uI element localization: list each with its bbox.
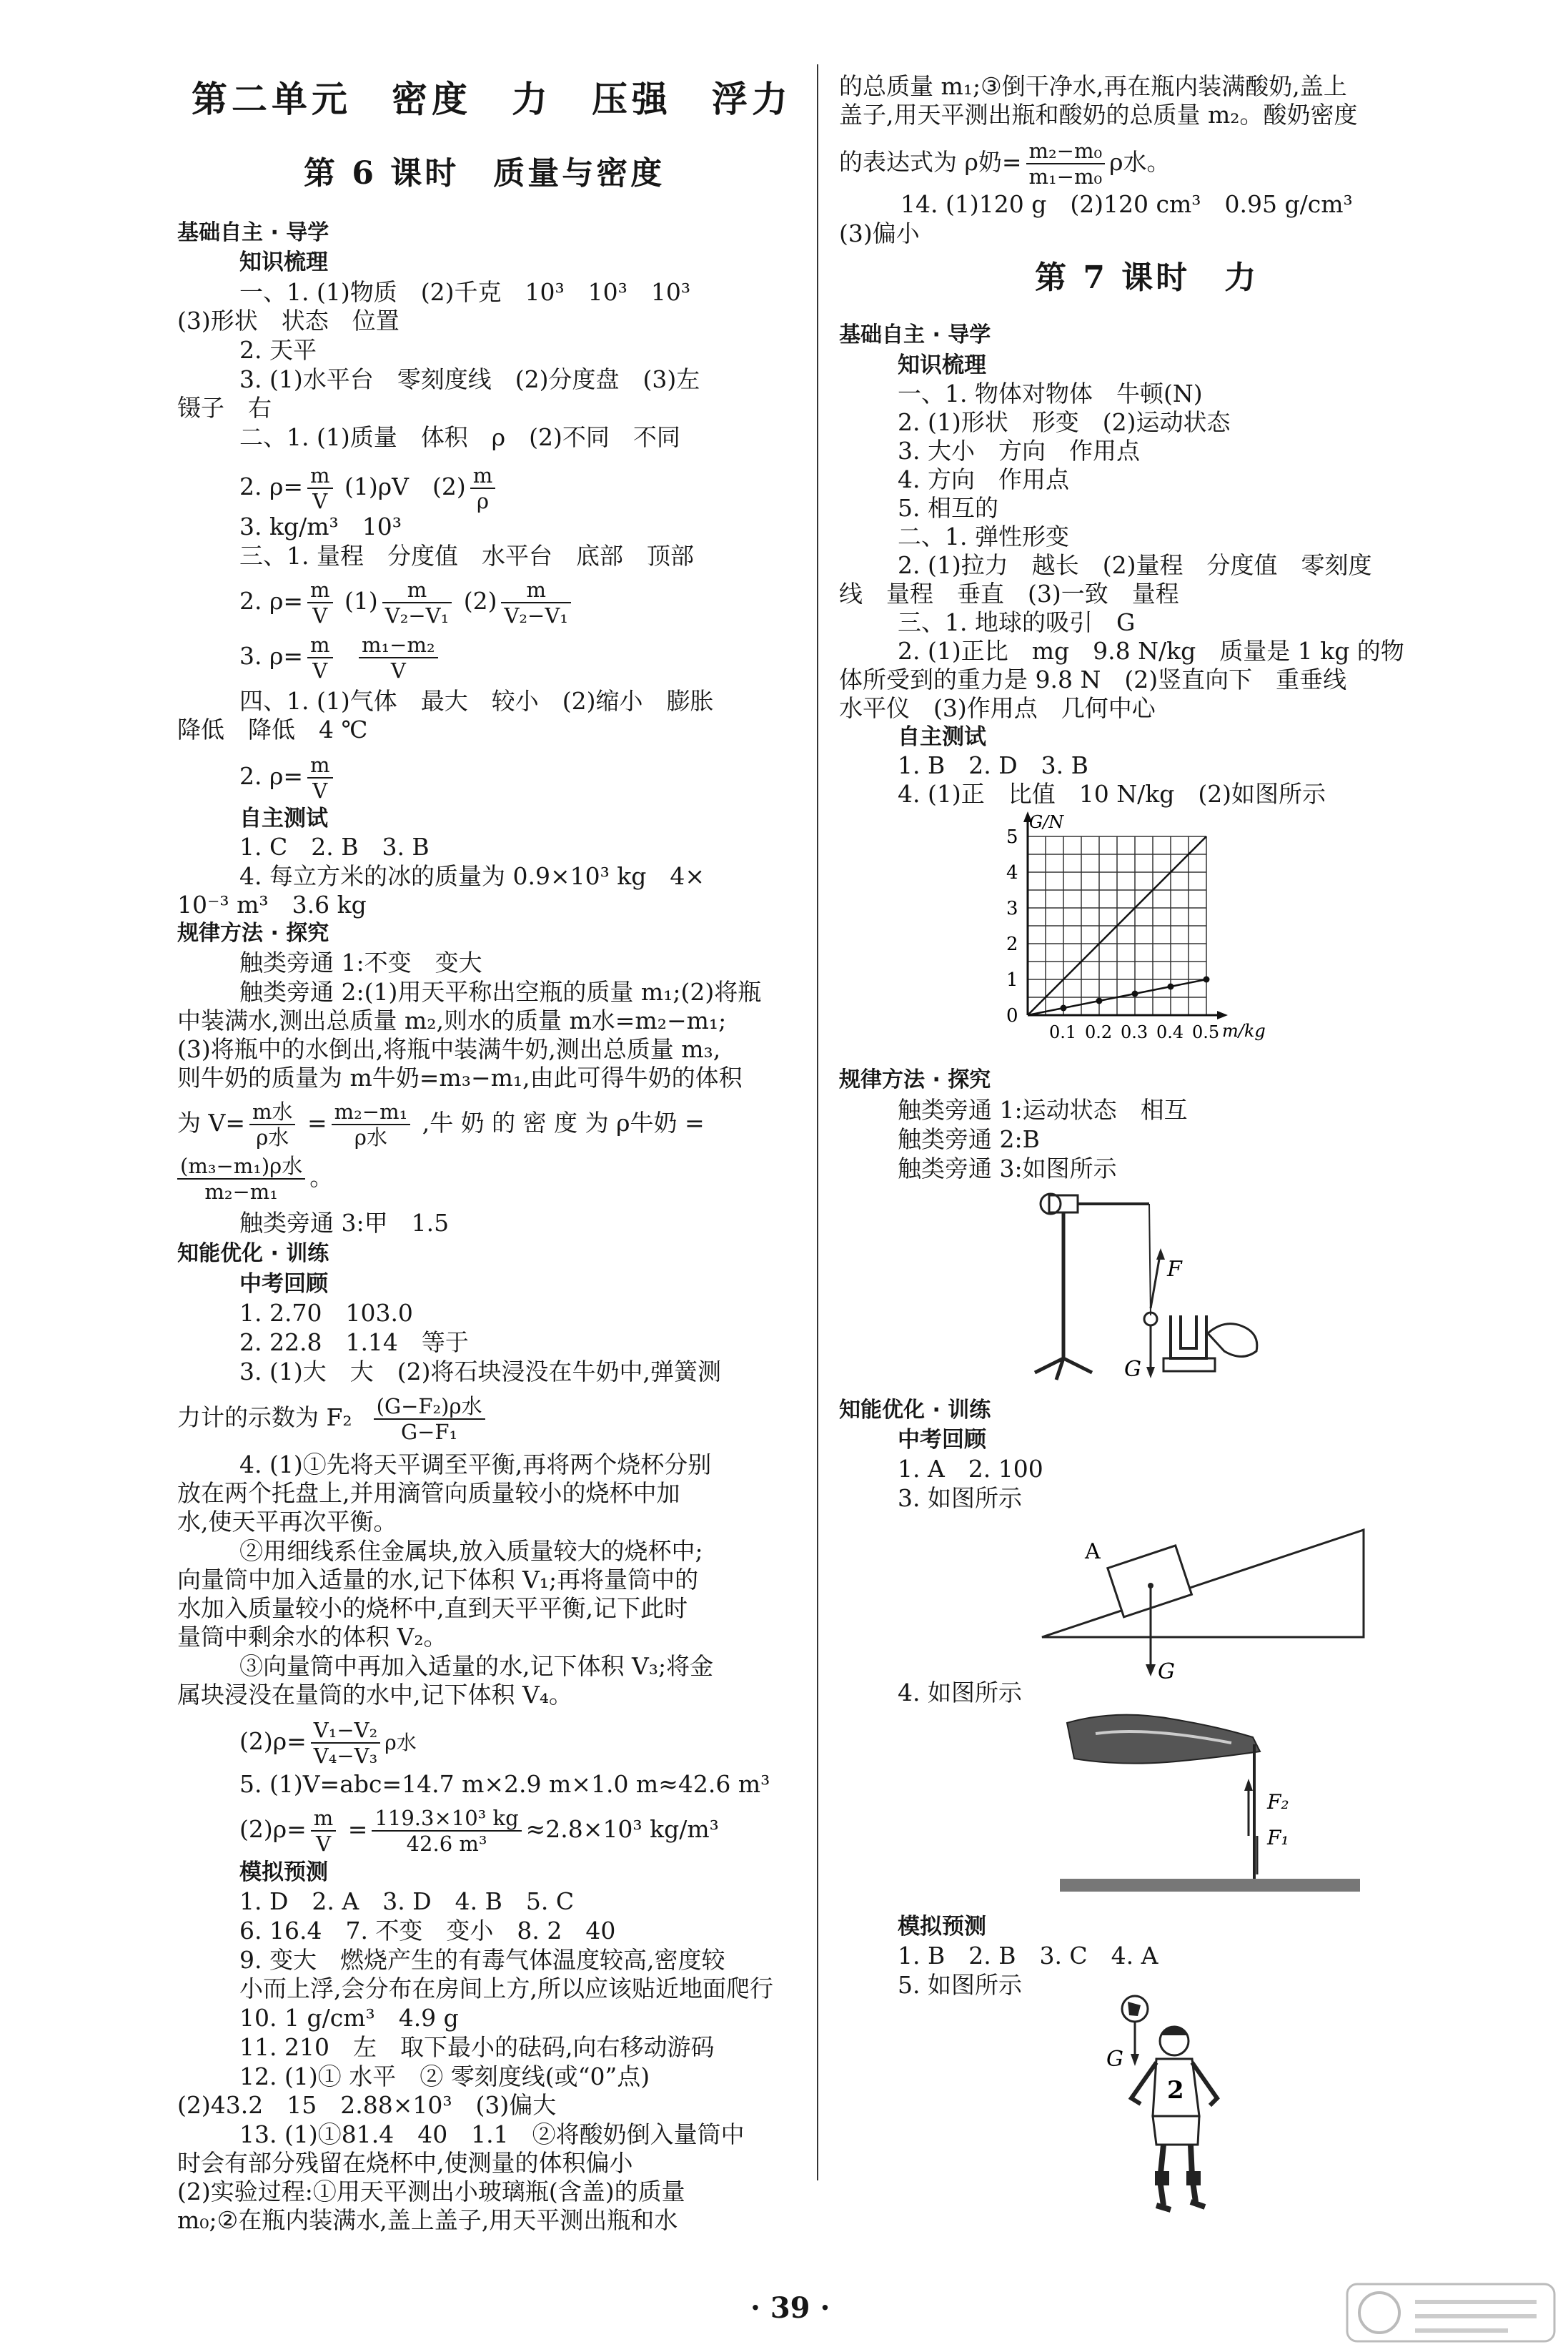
answer-line: 1. C 2. B 3. B — [239, 833, 430, 861]
answer-line: 水,使天平再次平衡。 — [177, 1508, 397, 1536]
x-tick-label: 0.4 — [1156, 1022, 1184, 1042]
y-tick-label: 3 — [1006, 898, 1018, 919]
stand-base — [1035, 1358, 1092, 1380]
label-a: A — [1085, 1539, 1101, 1564]
x-axis-arrow — [1217, 1011, 1228, 1019]
formula-line — [839, 133, 1171, 192]
answer-line: (3)偏小 — [839, 219, 920, 247]
fraction: $\frac{m}{\text{V₂−V₁}}$ — [382, 578, 452, 628]
gravity-mass-graph — [978, 801, 1378, 1058]
answer-line: 触类旁通 1:不变 变大 — [239, 949, 482, 977]
answer-line: 小而上浮,会分布在房间上方,所以应该贴近地面爬行 — [239, 1975, 773, 2002]
fraction: $\frac{\text{m水}}{\text{ρ水}}$ — [249, 1100, 296, 1150]
answer-line: (2)实验过程:①用天平测出小玻璃瓶(含盖)的质量 — [177, 2178, 685, 2205]
answer-line: 1. D 2. A 3. D 4. B 5. C — [239, 1887, 575, 1915]
answer-line: 三、1. 地球的吸引 G — [898, 608, 1136, 636]
subsection-heading: 中考回顾 — [239, 1271, 328, 1297]
answer-line: 5. 相互的 — [898, 494, 998, 522]
x-tick-label: 0.2 — [1085, 1022, 1113, 1042]
data-point — [1204, 977, 1210, 983]
shorts — [1153, 2116, 1199, 2145]
fraction: $\frac{\text{m₂−m₁}}{\text{ρ水}}$ — [332, 1100, 411, 1150]
arrowhead — [1131, 2054, 1139, 2066]
formula-text: 3. ρ= — [239, 642, 304, 670]
answer-line: 2. 22.8 1.14 等于 — [239, 1328, 469, 1356]
answer-line: 11. 210 左 取下最小的砝码,向右移动游码 — [239, 2033, 715, 2061]
answer-line: 四、1. (1)气体 最大 较小 (2)缩小 膨胀 — [239, 687, 714, 715]
formula-text: 。 — [309, 1163, 334, 1191]
thread — [1149, 1204, 1151, 1315]
answer-line: 镊子 右 — [177, 394, 272, 422]
answer-line: 3. (1)水平台 零刻度线 (2)分度盘 (3)左 — [239, 365, 700, 393]
y-axis-label: G/N — [1029, 812, 1064, 832]
answer-line: 一、1. 物体对物体 牛顿(N) — [898, 380, 1203, 407]
fraction: $\frac{m}{V}$ — [311, 1806, 337, 1856]
section-heading: 知能优化 · 训练 — [839, 1398, 991, 1423]
answer-line: 中装满水,测出总质量 m₂,则水的质量 m水=m₂−m₁; — [177, 1007, 727, 1034]
answer-line: 4. 每立方米的冰的质量为 0.9×10³ kg 4× — [239, 862, 705, 890]
formula-text: = — [347, 1815, 368, 1843]
answer-line: 一、1. (1)物质 (2)千克 10³ 10³ 10³ — [239, 278, 691, 306]
u-magnet — [1171, 1315, 1206, 1358]
answer-line: 1. B 2. B 3. C 4. A — [898, 1942, 1158, 1970]
answer-line: 4. (1)正 比值 10 N/kg (2)如图所示 — [898, 780, 1326, 808]
fraction: $\frac{\text{V₁−V₂}}{\text{V₄−V₃}}$ — [311, 1718, 380, 1768]
answer-line: 线 量程 垂直 (3)一致 量程 — [839, 580, 1179, 608]
fraction: $\frac{m}{V}$ — [307, 578, 333, 628]
hand-string-figure — [1053, 1709, 1367, 1894]
formula-text: 2. ρ= — [239, 762, 304, 790]
formula-line — [239, 1800, 719, 1859]
answer-line: 1. A 2. 100 — [898, 1455, 1043, 1483]
fraction: $\frac{m}{V}$ — [307, 463, 333, 513]
answer-line: 量筒中剩余水的体积 V₂。 — [177, 1623, 447, 1651]
answer-line: 5. 如图所示 — [898, 1971, 1022, 1999]
data-point — [1061, 1005, 1067, 1012]
answer-line: m₀;②在瓶内装满水,盖上盖子,用天平测出瓶和水 — [177, 2206, 678, 2234]
y-tick-label: 4 — [1006, 862, 1018, 884]
answer-line: 10. 1 g/cm³ 4.9 g — [239, 2004, 459, 2032]
formula-line — [177, 1148, 333, 1207]
answer-line: ②用细线系住金属块,放入质量较大的烧杯中; — [239, 1537, 703, 1565]
x-axis-label: m/kg — [1222, 1021, 1266, 1041]
subsection-heading: 知识梳理 — [239, 249, 328, 275]
answer-line: 2. 天平 — [239, 336, 317, 364]
answer-line: 触类旁通 2:B — [898, 1125, 1040, 1153]
answer-line: 降低 降低 4 ℃ — [177, 716, 368, 743]
answer-line: 5. (1)V=abc=14.7 m×2.9 m×1.0 m≈42.6 m³ — [239, 1770, 770, 1798]
magnet-base — [1163, 1358, 1215, 1371]
subsection-heading: 中考回顾 — [898, 1427, 986, 1453]
label-g: G — [1106, 2047, 1123, 2072]
formula-text: (2)ρ= — [239, 1727, 307, 1755]
fraction: $\frac{\text{m₁−m₂}}{V}$ — [359, 633, 438, 683]
formula-line — [239, 458, 500, 516]
lesson-6-title: 第 6 课时 质量与密度 — [304, 155, 665, 192]
arrowhead — [1156, 1248, 1165, 1260]
arrowhead — [1244, 1779, 1253, 1791]
answer-line: (3)将瓶中的水倒出,将瓶中装满牛奶,测出总质量 m₃, — [177, 1035, 721, 1063]
formula-text: ≈2.8×10³ kg/m³ — [525, 1815, 719, 1843]
x-tick-label: 0.3 — [1121, 1022, 1148, 1042]
answer-line: 13. (1)①81.4 40 1.1 ②将酸奶倒入量筒中 — [239, 2120, 745, 2148]
section-heading: 基础自主 · 导学 — [839, 322, 991, 347]
answer-line: 9. 变大 燃烧产生的有毒气体温度较高,密度较 — [239, 1946, 725, 1974]
answer-line: 水平仪 (3)作用点 几何中心 — [839, 694, 1156, 722]
fraction: $\frac{\text{(G−F₂)ρ水}}{\text{G−F₁}}$ — [374, 1394, 485, 1444]
answer-line: 水加入质量较小的烧杯中,直到天平平衡,记下此时 — [177, 1594, 688, 1622]
answer-line: (2)43.2 15 2.88×10³ (3)偏大 — [177, 2091, 557, 2119]
right-sock — [1186, 2171, 1201, 2185]
answer-line: 2. (1)拉力 越长 (2)量程 分度值 零刻度 — [898, 551, 1372, 579]
arrowhead — [1146, 1664, 1156, 1676]
left-sock — [1155, 2171, 1169, 2185]
label-g: G — [1124, 1357, 1141, 1382]
subsection-heading: 自主测试 — [239, 806, 328, 831]
answer-line: 二、1. (1)质量 体积 ρ (2)不同 不同 — [239, 423, 680, 451]
answer-line: 4. 方向 作用点 — [898, 465, 1069, 493]
y-tick-label: 2 — [1006, 934, 1018, 955]
column-divider — [817, 64, 818, 2180]
formula-text: 的表达式为 ρ奶= — [839, 148, 1022, 176]
formula-line — [239, 627, 442, 686]
stand-clamp — [1049, 1195, 1078, 1212]
answer-line: 属块浸没在量筒的水中,记下体积 V₄。 — [177, 1681, 573, 1709]
unit-title: 第二单元 密度 力 压强 浮力 — [192, 78, 792, 120]
answer-line: 3. 大小 方向 作用点 — [898, 437, 1140, 465]
hand — [1208, 1324, 1257, 1357]
formula-line — [239, 572, 575, 631]
football-player-figure — [1063, 1984, 1278, 2220]
answer-line: 3. kg/m³ 10³ — [239, 513, 402, 540]
formula-text: (1) — [344, 587, 378, 615]
fraction: $\frac{\text{(m₃−m₁)ρ水}}{\text{m₂−m₁}}$ — [177, 1154, 305, 1204]
answer-line: 4. (1)①先将天平调至平衡,再将两个烧杯分别 — [239, 1451, 712, 1478]
watermark-logo — [1344, 2277, 1558, 2348]
formula-text: ,牛 奶 的 密 度 为 ρ牛奶 = — [422, 1109, 705, 1137]
subsection-heading: 知识梳理 — [898, 352, 986, 378]
formula-text: (1)ρV (2) — [344, 473, 466, 500]
y-tick-label: 0 — [1006, 1005, 1018, 1027]
answer-line: 4. 如图所示 — [898, 1679, 1022, 1706]
answer-line: 二、1. 弹性形变 — [898, 523, 1069, 550]
stand-knob — [1041, 1194, 1061, 1214]
answer-line: 2. (1)正比 mg 9.8 N/kg 质量是 1 kg 的物 — [898, 637, 1404, 665]
answer-line: 体所受到的重力是 9.8 N (2)竖直向下 重垂线 — [839, 666, 1347, 693]
y-tick-label: 1 — [1006, 969, 1018, 991]
subsection-heading: 模拟预测 — [898, 1914, 986, 1940]
graph-ticks — [1006, 826, 1219, 1042]
fraction: $\frac{m}{V}$ — [307, 633, 333, 683]
answer-line: 三、1. 量程 分度值 水平台 底部 顶部 — [239, 542, 694, 570]
answer-line: 的总质量 m₁;③倒干净水,再在瓶内装满酸奶,盖上 — [839, 72, 1347, 100]
answer-line: 10⁻³ m³ 3.6 kg — [177, 891, 367, 919]
answer-line: 时会有部分残留在烧杯中,使测量的体积偏小 — [177, 2149, 633, 2177]
svg-text:2: 2 — [1167, 2076, 1184, 2105]
formula-text: 为 V= — [177, 1109, 245, 1137]
answer-line: 1. 2.70 103.0 — [239, 1299, 413, 1327]
incline-figure — [1035, 1501, 1378, 1687]
formula-text: 力计的示数为 F₂ — [177, 1403, 352, 1431]
ground — [1060, 1879, 1360, 1892]
answer-line: 12. (1)① 水平 ② 零刻度线(或“0”点) — [239, 2062, 650, 2090]
answer-line: 向量筒中加入适量的水,记下体积 V₁;再将量筒中的 — [177, 1566, 699, 1593]
formula-line — [239, 747, 337, 806]
magnet-stand-figure — [1028, 1180, 1271, 1394]
arrowhead — [1146, 1367, 1155, 1378]
answer-line: 2. (1)形状 形变 (2)运动状态 — [898, 408, 1231, 436]
subsection-heading: 自主测试 — [898, 724, 986, 750]
formula-line — [177, 1388, 490, 1447]
answer-line: 触类旁通 2:(1)用天平称出空瓶的质量 m₁;(2)将瓶 — [239, 978, 762, 1006]
data-point — [1168, 984, 1174, 990]
formula-text: = — [307, 1109, 327, 1137]
formula-text: (2) — [463, 587, 497, 615]
answer-line: 触类旁通 1:运动状态 相互 — [898, 1096, 1188, 1124]
label-f1: F₁ — [1267, 1826, 1289, 1849]
label-g: G — [1158, 1659, 1175, 1684]
answer-line: (3)形状 状态 位置 — [177, 307, 400, 335]
section-heading: 基础自主 · 导学 — [177, 220, 329, 245]
answer-line: 则牛奶的质量为 m牛奶=m₃−m₁,由此可得牛奶的体积 — [177, 1064, 743, 1092]
subsection-heading: 模拟预测 — [239, 1859, 328, 1885]
hand — [1067, 1715, 1260, 1764]
hair — [1160, 2027, 1189, 2035]
formula-text: (2)ρ= — [239, 1815, 307, 1843]
y-tick-label: 5 — [1006, 826, 1018, 848]
fraction: $\frac{m}{\text{V₂−V₁}}$ — [501, 578, 570, 628]
answer-line: 触类旁通 3:如图所示 — [898, 1155, 1117, 1182]
fraction: $\frac{m}{V}$ — [307, 753, 333, 803]
answer-line: 触类旁通 3:甲 1.5 — [239, 1209, 450, 1237]
answer-line: ③向量筒中再加入适量的水,记下体积 V₃;将金 — [239, 1652, 714, 1680]
answer-line: 放在两个托盘上,并用滴管向质量较小的烧杯中加 — [177, 1479, 680, 1507]
fraction: $\frac{m}{\rho}$ — [470, 463, 496, 513]
label-f2: F₂ — [1267, 1790, 1289, 1814]
lesson-7-title: 第 7 课时 力 — [1035, 260, 1259, 296]
label-f: F — [1167, 1257, 1182, 1282]
section-heading: 知能优化 · 训练 — [177, 1241, 329, 1266]
data-point — [1096, 998, 1103, 1004]
formula-text: 2. ρ= — [239, 587, 304, 615]
formula-line — [177, 1094, 705, 1152]
section-heading: 规律方法 · 探究 — [177, 921, 329, 946]
answer-line: 6. 16.4 7. 不变 变小 8. 2 40 — [239, 1917, 616, 1945]
x-tick-label: 0.1 — [1049, 1022, 1077, 1042]
answer-line: 3. 如图所示 — [898, 1484, 1022, 1512]
answer-line: 1. B 2. D 3. B — [898, 751, 1088, 779]
formula-text: 2. ρ= — [239, 473, 304, 500]
answer-line: 盖子,用天平测出瓶和酸奶的总质量 m₂。酸奶密度 — [839, 101, 1358, 129]
data-point — [1132, 991, 1138, 997]
answer-line: 3. (1)大 大 (2)将石块浸没在牛奶中,弹簧测 — [239, 1358, 721, 1385]
fraction: $\frac{\text{m₂−m₀}}{\text{m₁−m₀}}$ — [1026, 139, 1106, 189]
left-arm — [1131, 2062, 1156, 2104]
x-tick-label: 0.5 — [1192, 1022, 1220, 1042]
formula-line: (2)ρ= $\frac{\text{V₁−V₂}}{\text{V₄−V₃}}$ ρ水 — [239, 1718, 417, 1768]
formula-text: ρ水。 — [1109, 148, 1171, 176]
section-heading: 规律方法 · 探究 — [839, 1067, 991, 1092]
page-number: · 39 · — [750, 2291, 830, 2325]
answer-line: 14. (1)120 g (2)120 cm³ 0.95 g/cm³ — [900, 190, 1353, 218]
fraction: $\frac{\text{119.3×10³ kg}}{\text{42.6 m³}}$ — [372, 1806, 521, 1856]
